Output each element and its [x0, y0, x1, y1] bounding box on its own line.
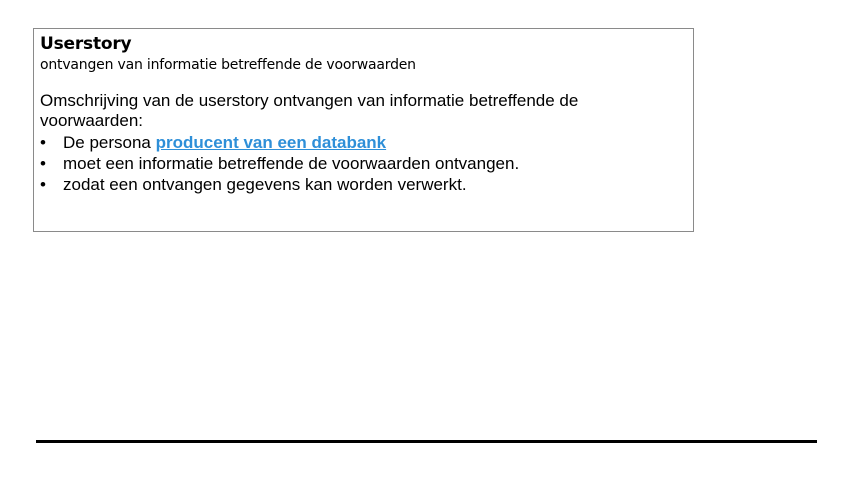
userstory-bullet-list: [40, 132, 687, 195]
userstory-description: Omschrijving van de userstory ontvangen van informatie betreffende de voorwaarden:: [40, 91, 579, 130]
persona-link[interactable]: producent van een databank: [155, 133, 387, 152]
bullet-icon: •: [40, 154, 46, 173]
list-item: [40, 153, 687, 174]
list-item: [40, 174, 687, 195]
list-item: [40, 132, 687, 153]
userstory-heading: Userstory: [40, 34, 132, 54]
list-item-text: zodat een ontvangen gegevens kan worden verwerkt.: [63, 175, 467, 194]
bullet-icon: •: [40, 175, 46, 194]
userstory-subtitle: ontvangen van informatie betreffende de voorwaarden: [40, 57, 416, 73]
footer-divider: [36, 440, 817, 443]
list-item-text: moet een informatie betreffende de voorwaarden ontvangen.: [63, 154, 520, 173]
bullet-icon: •: [40, 133, 46, 152]
persona-prefix: De persona: [63, 133, 156, 152]
userstory-box: [33, 28, 694, 232]
